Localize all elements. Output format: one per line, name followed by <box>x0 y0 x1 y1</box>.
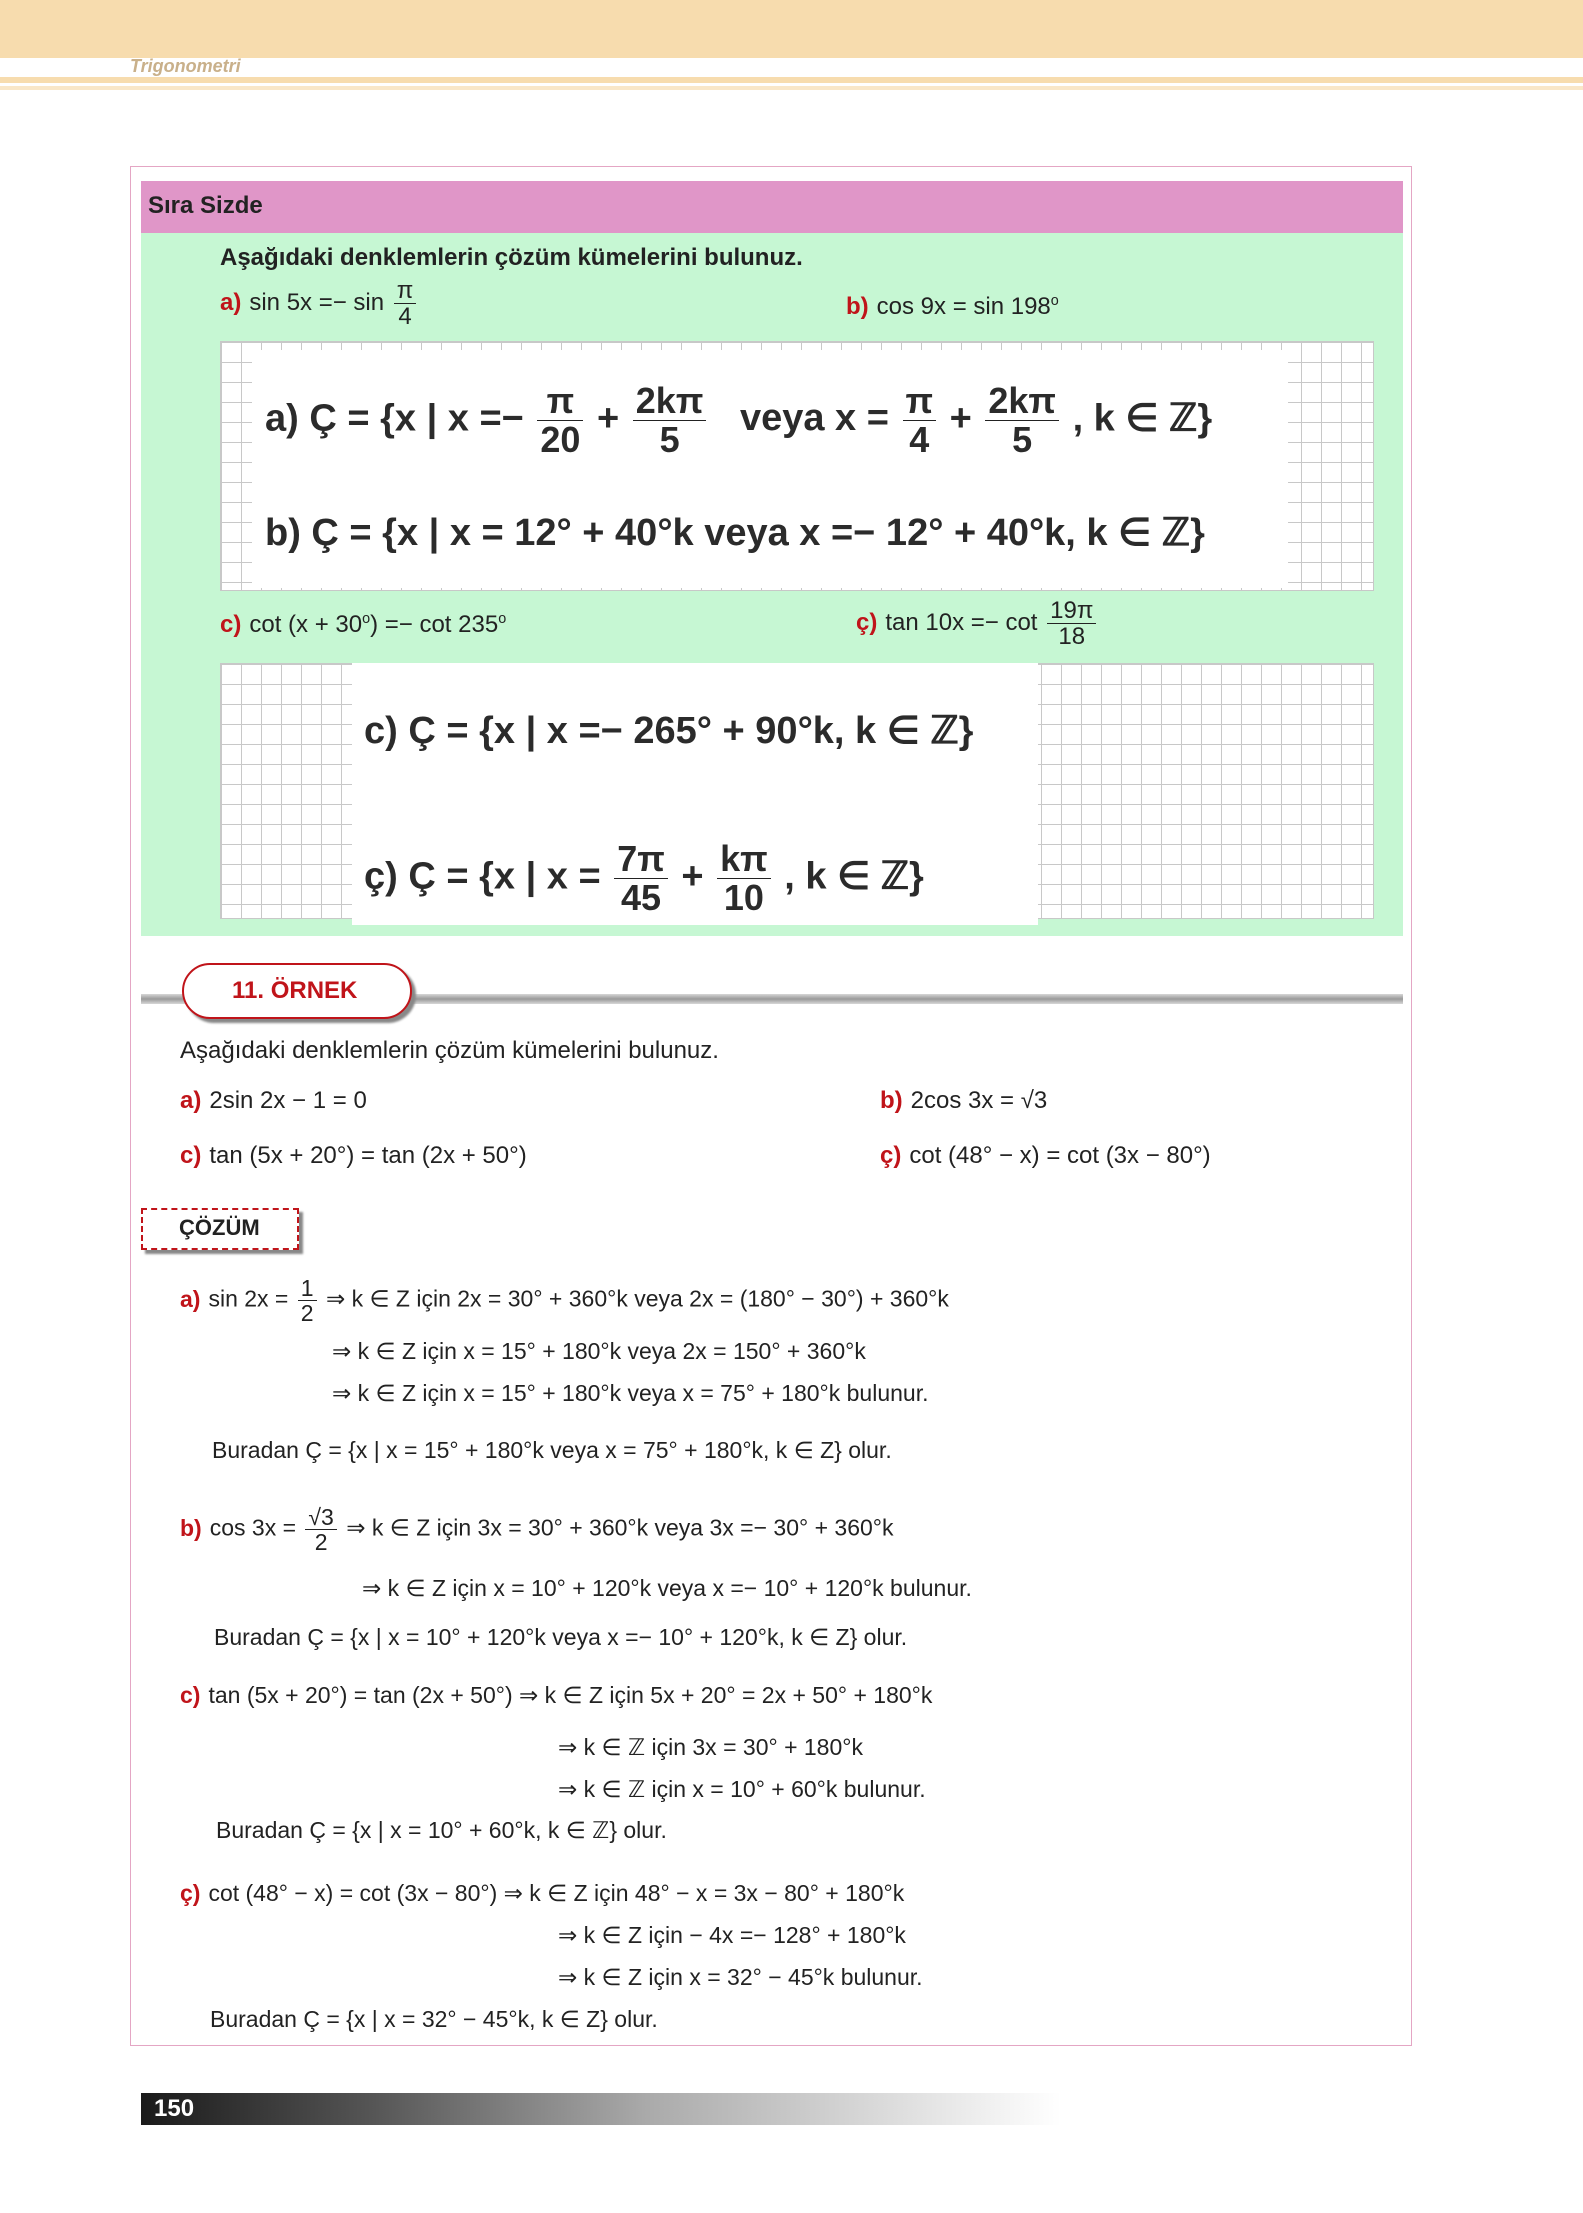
fraction <box>1047 598 1096 649</box>
denominator: 10 <box>723 876 764 918</box>
numerator: π <box>903 382 937 421</box>
solution-a-result: Buradan Ç = {x | x = 15° + 180°k veya x = 75° + 180°k, k ∈ Z} olur. <box>212 1437 892 1463</box>
answer-text: veya x = <box>739 397 889 440</box>
fraction <box>305 1505 336 1554</box>
page-number-bar <box>141 2093 1061 2125</box>
question-text: cot (48° − x) = cot (3x − 80°) <box>909 1142 1211 1169</box>
denominator: 2 <box>300 1300 314 1327</box>
solution-a-line-3: ⇒ k ∈ Z için x = 15° + 180°k veya x = 75° + 180°k bulunur. <box>332 1380 929 1406</box>
solution-cc-result: Buradan Ç = {x | x = 32° − 45°k, k ∈ Z} olur. <box>210 2006 658 2032</box>
denominator: 4 <box>909 418 930 460</box>
question-text: 2cos 3x = √3 <box>910 1087 1048 1114</box>
solution-label: a) <box>180 1285 201 1312</box>
plus-sign: + <box>681 855 704 898</box>
question-label: c) <box>180 1142 202 1169</box>
solution-b-line-2: ⇒ k ∈ Z için x = 10° + 120°k veya x =− 10° + 120°k bulunur. <box>362 1575 972 1601</box>
solution-a-line-2: ⇒ k ∈ Z için x = 15° + 180°k veya 2x = 150° + 360°k <box>332 1338 866 1364</box>
sira-question-cc <box>856 598 1099 649</box>
answer-c: c) Ç = {x | x =− 265° + 90°k, k ∈ ℤ} <box>364 710 974 752</box>
answer-cc <box>364 840 924 917</box>
fraction <box>537 382 583 459</box>
solution-c-line-3: ⇒ k ∈ ℤ için x = 10° + 60°k bulunur. <box>558 1776 926 1802</box>
solution-text: sin 2x = <box>208 1285 289 1312</box>
answer-text: , k ∈ ℤ} <box>1072 397 1213 440</box>
numerator: 2kπ <box>633 382 707 421</box>
solution-text: cot (48° − x) = cot (3x − 80°) ⇒ k ∈ Z için 48° − x = 3x − 80° + 180°k <box>208 1880 905 1906</box>
numerator: 7π <box>614 840 668 879</box>
question-text: tan 10x =− cot <box>885 609 1038 637</box>
numerator: π <box>537 382 583 421</box>
ornek-question-b <box>880 1087 1047 1115</box>
solution-c-line-2: ⇒ k ∈ ℤ için 3x = 30° + 180°k <box>558 1734 863 1760</box>
solution-label: c) <box>180 1682 201 1708</box>
top-band <box>0 0 1583 58</box>
solution-text: cos 3x = <box>209 1514 297 1541</box>
top-rule-light <box>0 86 1583 90</box>
numerator: π <box>394 278 417 304</box>
solution-text: tan (5x + 20°) = tan (2x + 50°) ⇒ k ∈ Z için 5x + 20° = 2x + 50° + 180°k <box>208 1682 933 1708</box>
fraction <box>298 1276 317 1325</box>
answer-b: b) Ç = {x | x = 12° + 40°k veya x =− 12° + 40°k, k ∈ ℤ} <box>265 512 1205 554</box>
numerator: 19π <box>1047 598 1096 624</box>
plus-sign: + <box>597 397 620 440</box>
degree-mark: o <box>498 611 507 627</box>
solution-b-line-1 <box>180 1505 893 1554</box>
answer-text: ç) Ç = {x | x = <box>364 855 601 898</box>
page-number: 150 <box>154 2095 195 2122</box>
denominator: 5 <box>1012 418 1033 460</box>
fraction <box>633 382 707 459</box>
question-text: tan (5x + 20°) = tan (2x + 50°) <box>209 1142 527 1169</box>
question-label: a) <box>220 289 242 317</box>
solution-b-result: Buradan Ç = {x | x = 10° + 120°k veya x =− 10° + 120°k, k ∈ Z} olur. <box>214 1624 908 1650</box>
fraction <box>717 840 771 917</box>
solution-cc-line-1 <box>180 1880 904 1907</box>
answer-text: , k ∈ ℤ} <box>784 855 924 898</box>
denominator: 45 <box>620 876 662 918</box>
denominator: 5 <box>659 418 680 460</box>
denominator: 2 <box>314 1529 328 1556</box>
answer-text: a) Ç = {x | x =− <box>265 397 524 440</box>
ornek-instruction: Aşağıdaki denklemlerin çözüm kümelerini bulunuz. <box>180 1037 719 1064</box>
question-label: ç) <box>856 609 878 637</box>
denominator: 4 <box>398 303 412 331</box>
solution-text: ⇒ k ∈ Z için 3x = 30° + 360°k veya 3x =− 30° + 360°k <box>346 1514 894 1541</box>
question-text: cos 9x = sin 198 <box>876 293 1051 320</box>
running-header: Trigonometri <box>130 56 241 76</box>
ornek-question-c <box>180 1142 527 1170</box>
question-label: c) <box>220 611 242 638</box>
numerator: √3 <box>305 1505 336 1530</box>
solution-c-result: Buradan Ç = {x | x = 10° + 60°k, k ∈ ℤ} olur. <box>216 1817 667 1843</box>
question-label: b) <box>880 1087 903 1114</box>
cozum-title: ÇÖZÜM <box>179 1215 260 1240</box>
fraction <box>394 278 417 329</box>
sira-instruction: Aşağıdaki denklemlerin çözüm kümelerini bulunuz. <box>220 244 803 271</box>
numerator: kπ <box>717 840 771 879</box>
fraction <box>903 382 937 459</box>
question-text: cot (x + 30 <box>249 611 363 638</box>
solution-cc-line-2: ⇒ k ∈ Z için − 4x =− 128° + 180°k <box>558 1922 906 1948</box>
top-rule <box>0 77 1583 83</box>
fraction <box>614 840 668 917</box>
sira-question-b <box>846 293 1059 321</box>
ornek-title: 11. ÖRNEK <box>232 977 358 1004</box>
question-text: 2sin 2x − 1 = 0 <box>209 1087 367 1114</box>
question-text: ) =− cot 235 <box>370 611 499 638</box>
solution-cc-line-3: ⇒ k ∈ Z için x = 32° − 45°k bulunur. <box>558 1964 923 1990</box>
question-text: sin 5x =− sin <box>249 289 385 317</box>
solution-c-line-1 <box>180 1682 932 1709</box>
ornek-question-cc <box>880 1142 1211 1170</box>
solution-a-line-1 <box>180 1276 949 1325</box>
solution-label: ç) <box>180 1880 201 1906</box>
fraction <box>985 382 1059 459</box>
degree-mark: o <box>362 611 371 627</box>
answer-a <box>265 382 1212 459</box>
sira-sizde-header <box>141 181 1403 233</box>
numerator: 1 <box>298 1276 317 1301</box>
solution-label: b) <box>180 1514 202 1541</box>
question-label: b) <box>846 293 869 320</box>
plus-sign: + <box>949 397 972 440</box>
sira-question-a <box>220 278 419 329</box>
sira-sizde-title: Sıra Sizde <box>148 192 263 219</box>
question-label: a) <box>180 1087 202 1114</box>
ornek-question-a <box>180 1087 367 1115</box>
numerator: 2kπ <box>985 382 1059 421</box>
question-label: ç) <box>880 1142 902 1169</box>
degree-mark: o <box>1050 293 1059 309</box>
solution-text: ⇒ k ∈ Z için 2x = 30° + 360°k veya 2x = (180° − 30°) + 360°k <box>325 1285 949 1312</box>
denominator: 20 <box>540 418 581 460</box>
sira-question-c <box>220 611 506 639</box>
denominator: 18 <box>1058 623 1086 651</box>
